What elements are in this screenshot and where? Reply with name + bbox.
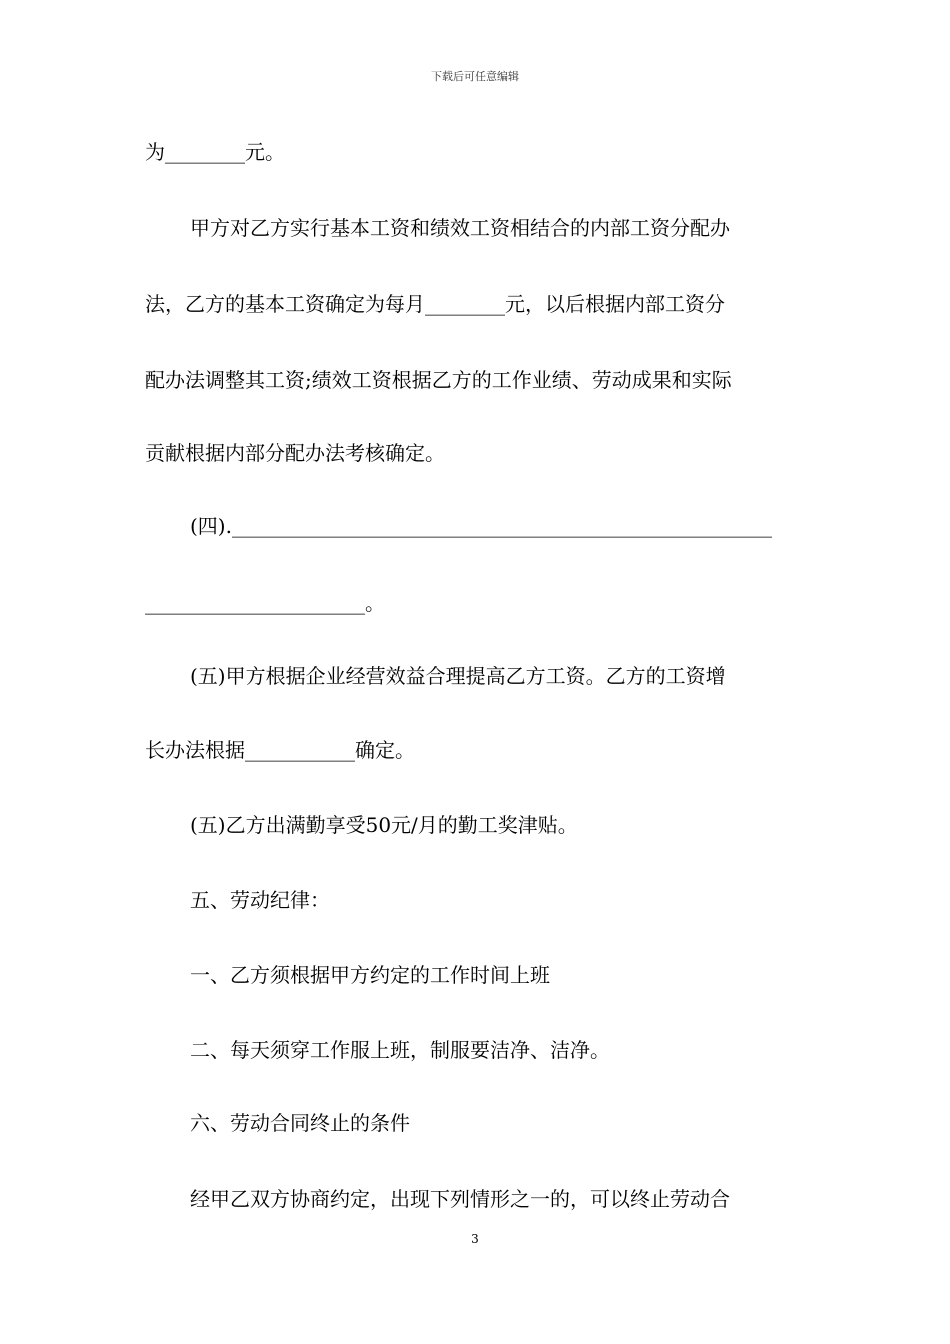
body-line: (四).______________________________________________________: [190, 514, 772, 538]
body-line: 配办法调整其工资;绩效工资根据乙方的工作业绩、劳动成果和实际: [145, 368, 732, 392]
body-line: (五)乙方出满勤享受50元/月的勤工奖津贴。: [190, 813, 578, 837]
body-line: 一、乙方须根据甲方约定的工作时间上班: [190, 963, 550, 987]
body-line: ______________________。: [145, 591, 385, 615]
body-line: 二、每天须穿工作服上班，制服要洁净、洁净。: [190, 1038, 610, 1062]
page-number: 3: [471, 1232, 479, 1246]
body-line: 长办法根据___________确定。: [145, 738, 415, 762]
body-line: 五、劳动纪律：: [190, 888, 330, 912]
body-line: 六、劳动合同终止的条件: [190, 1111, 410, 1135]
body-line: 经甲乙双方协商约定，出现下列情形之一的，可以终止劳动合: [190, 1187, 730, 1211]
body-line: 法，乙方的基本工资确定为每月________元，以后根据内部工资分: [145, 292, 725, 316]
body-line: 甲方对乙方实行基本工资和绩效工资相结合的内部工资分配办: [190, 216, 730, 240]
body-line: 为________元。: [145, 140, 285, 164]
page-header: 下载后可任意编辑: [431, 70, 519, 83]
body-line: (五)甲方根据企业经营效益合理提高乙方工资。乙方的工资增: [190, 664, 726, 688]
body-line: 贡献根据内部分配办法考核确定。: [145, 441, 445, 465]
